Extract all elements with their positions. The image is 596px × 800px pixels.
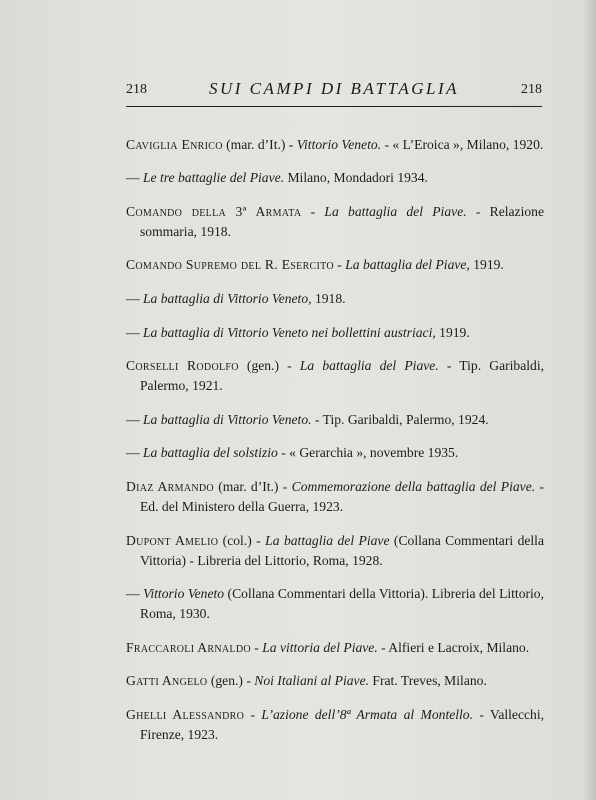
entry-publication: - « L’Eroica », Milano, 1920. [381, 136, 544, 152]
entry-work-title: La battaglia del Piave, [345, 257, 470, 273]
entry-publication: (Collana Commentari della Vittoria) - Libreria del Littorio, Roma, 1928. [140, 532, 544, 568]
bibliography-entry [126, 356, 544, 396]
bibliography-entry [126, 671, 544, 691]
entry-author: Comando Supremo del R. Esercito [126, 257, 334, 273]
entry-publication: Frat. Treves, Milano. [369, 673, 487, 689]
bibliography-entry [126, 410, 544, 430]
entry-publication: - Tip. Garibaldi, Palermo, 1921. [140, 358, 544, 394]
entry-prefix: (col.) - [218, 532, 266, 548]
entry-author: Diaz Armando [126, 478, 214, 494]
entry-work-title: Commemorazione della battaglia del Piave. [291, 478, 536, 494]
entry-work-title: La battaglia di Vittorio Veneto nei bollettini austriaci, [143, 324, 436, 340]
entry-work-title: L’azione dell’8ª Armata al Montello. [261, 706, 473, 722]
header-rule [126, 106, 542, 107]
entry-prefix: — [126, 290, 143, 306]
entry-work-title: La battaglia di Vittorio Veneto. [143, 411, 312, 427]
page-number-left: 218 [126, 82, 147, 97]
entry-publication: 1919. [435, 324, 470, 340]
entry-publication: - Alfieri e Lacroix, Milano. [377, 639, 530, 655]
bibliography-list [126, 121, 544, 756]
entry-publication: Milano, Mondadori 1934. [284, 170, 428, 186]
bibliography-entry [126, 705, 544, 745]
entry-prefix: - [333, 257, 346, 273]
bibliography-entry [126, 255, 544, 275]
entry-author: Gatti Angelo [126, 673, 208, 689]
bibliography-entry [126, 638, 544, 658]
entry-author: Ghelli Alessandro [126, 706, 245, 722]
entry-publication: 1919. [469, 257, 504, 273]
entry-prefix: (mar. d’It.) - [213, 478, 292, 494]
entry-prefix: - [301, 203, 325, 219]
bibliography-entry [126, 289, 544, 309]
entry-prefix: — [126, 411, 143, 427]
entry-prefix: — [126, 586, 144, 602]
entry-prefix: — [126, 324, 143, 340]
entry-work-title: La battaglia del Piave. [299, 358, 439, 374]
entry-work-title: Vittorio Veneto [143, 586, 225, 602]
bibliography-entry [126, 168, 544, 188]
page-number-right: 218 [521, 82, 542, 97]
bibliography-entry [126, 135, 544, 155]
bibliography-entry [126, 323, 544, 343]
entry-work-title: Noi Italiani al Piave. [254, 673, 370, 689]
entry-prefix: (gen.) - [207, 673, 255, 689]
entry-publication: - Vallecchi, Firenze, 1923. [140, 706, 544, 742]
entry-author: Corselli Rodolfo [126, 358, 239, 374]
entry-prefix: - [250, 639, 263, 655]
running-title: SUI CAMPI DI BATTAGLIA [208, 79, 459, 98]
entry-work-title: La vittoria del Piave. [262, 639, 378, 655]
entry-work-title: La battaglia di Vittorio Veneto, [143, 290, 312, 306]
entry-work-title: Vittorio Veneto. [296, 136, 382, 152]
entry-publication: 1918. [311, 290, 346, 306]
entry-publication: (Collana Commentari della Vittoria). Libreria del Littorio, Roma, 1930. [140, 586, 545, 622]
entry-work-title: Le tre battaglie del Piave. [143, 170, 285, 186]
entry-prefix: — [126, 170, 143, 186]
entry-author: Caviglia Enrico [126, 136, 223, 152]
entry-author: Dupont Amelio [126, 532, 219, 548]
entry-work-title: La battaglia del Piave. [324, 203, 467, 219]
entry-author: Comando della 3ª Armata [126, 203, 302, 219]
entry-prefix: — [126, 445, 143, 461]
bibliography-entry [126, 202, 544, 242]
entry-publication: - Relazione sommaria, 1918. [140, 203, 544, 239]
entry-work-title: La battaglia del Piave [265, 532, 390, 548]
entry-prefix: (mar. d’It.) - [222, 136, 297, 152]
binding-shadow [582, 0, 596, 800]
entry-publication: - Ed. del Ministero della Guerra, 1923. [140, 478, 544, 514]
bibliography-entry [126, 477, 544, 517]
entry-publication: - Tip. Garibaldi, Palermo, 1924. [311, 411, 489, 427]
bibliography-entry [126, 584, 544, 624]
entry-author: Fraccaroli Arnaldo [126, 639, 251, 655]
running-header [126, 78, 542, 104]
bibliography-entry [126, 443, 544, 463]
entry-prefix: (gen.) - [238, 358, 300, 374]
bibliography-entry [126, 531, 544, 571]
entry-prefix: - [244, 706, 262, 722]
entry-publication: - « Gerarchia », novembre 1935. [277, 445, 459, 461]
entry-work-title: La battaglia del solstizio [143, 445, 278, 461]
